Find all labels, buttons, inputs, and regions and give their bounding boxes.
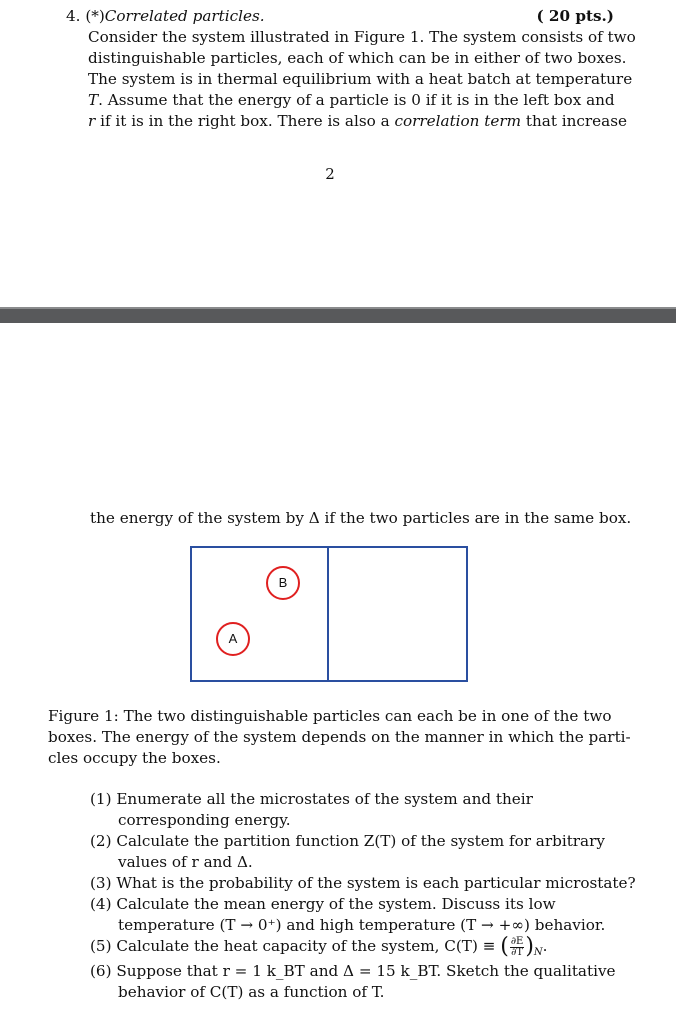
figure-box-divider [327, 546, 329, 682]
symbol-r: r [88, 112, 96, 130]
task-3: (3) What is the probability of the system is each particular microstate? [90, 874, 636, 892]
question-number-text: 4. [66, 7, 81, 25]
question-prefix: (*) [85, 7, 105, 25]
task-4: (4) Calculate the mean energy of the system. Discuss its low [90, 895, 556, 913]
fraction-denominator: ∂T [511, 946, 523, 958]
particle-b: B [266, 566, 300, 600]
line5-mid: if it is in the right box. There is also a [95, 112, 395, 130]
task-6-cont: behavior of C(T) as a function of T. [118, 983, 385, 1001]
subscript-n: N [533, 947, 543, 959]
fraction-numerator: ∂E [510, 935, 524, 947]
derivative-fraction [510, 937, 524, 958]
task-5-end: . [542, 937, 548, 955]
task-5-text: (5) Calculate the heat capacity of the system, C(T) ≡ [90, 937, 501, 955]
question-text-line-5 [88, 111, 627, 132]
task-2-cont: values of r and Δ. [118, 853, 253, 871]
paren-close: ) [525, 934, 534, 959]
question-points: ( 20 pts.) [536, 7, 614, 25]
task-1-cont: corresponding energy. [118, 811, 291, 829]
line4-rest: . Assume that the energy of a particle is 0 if it is in the left box and [98, 91, 615, 109]
question-text-line-4 [88, 90, 614, 111]
page-number: 2 [325, 165, 335, 183]
question-text-line-3: The system is in thermal equilibrium with a heat batch at temperature [88, 70, 633, 88]
question-text-line-2: distinguishable particles, each of which can be in either of two boxes. [88, 49, 627, 67]
continuation-text: the energy of the system by Δ if the two particles are in the same box. [90, 509, 632, 527]
task-2: (2) Calculate the partition function Z(T) of the system for arbitrary [90, 832, 605, 850]
page-divider [0, 309, 676, 323]
figure-caption-line-3: cles occupy the boxes. [48, 749, 221, 767]
figure-boxes [190, 546, 468, 682]
correlation-term: correlation term [394, 112, 522, 130]
particle-a: A [216, 622, 250, 656]
question-number [66, 6, 265, 27]
question-text-line-1: Consider the system illustrated in Figure 1. The system consists of two [88, 28, 636, 46]
task-1: (1) Enumerate all the microstates of the system and their [90, 790, 533, 808]
task-6: (6) Suppose that r = 1 k_BT and Δ = 15 k_BT. Sketch the qualitative [90, 962, 616, 980]
figure-caption-line-1: Figure 1: The two distinguishable particles can each be in one of the two [48, 707, 612, 725]
question-title: Correlated particles. [104, 7, 265, 25]
task-4-cont: temperature (T → 0⁺) and high temperature (T → +∞) behavior. [118, 916, 606, 934]
task-5 [90, 936, 548, 963]
line5-end: that increase [521, 112, 627, 130]
paren-open: ( [500, 934, 509, 959]
figure-caption-line-2: boxes. The energy of the system depends on the manner in which the parti- [48, 728, 631, 746]
symbol-t: T [88, 91, 99, 109]
